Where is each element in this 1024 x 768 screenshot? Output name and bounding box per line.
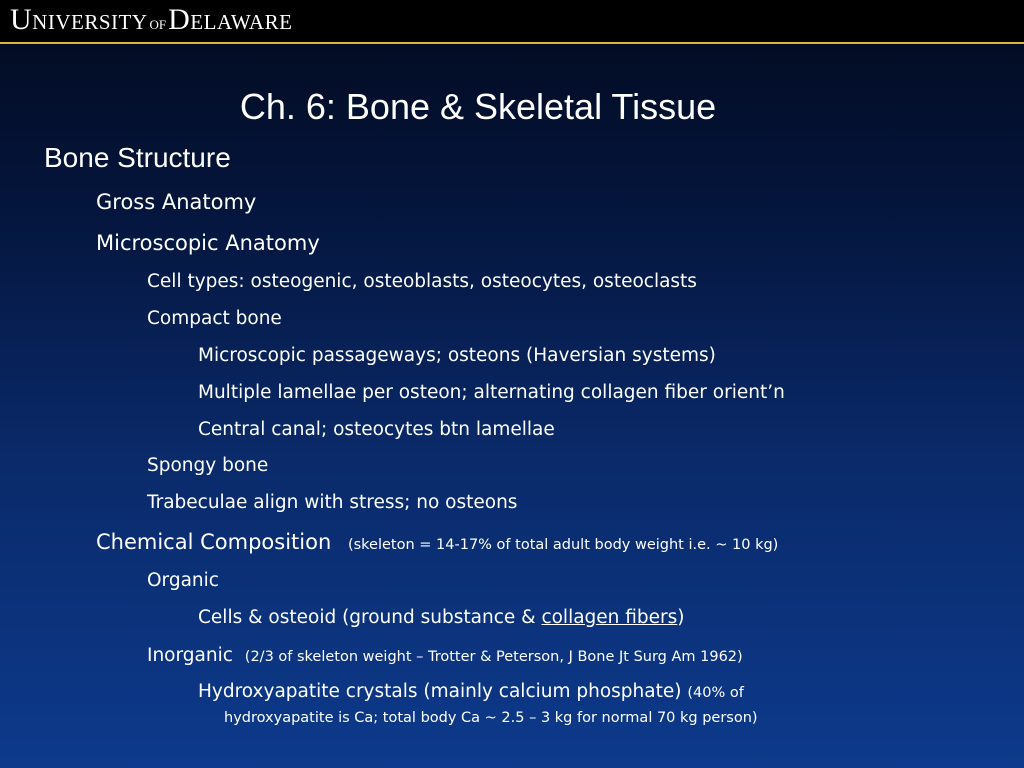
- item-cells-osteoid: Cells & osteoid (ground substance & collagen fibers): [198, 607, 685, 628]
- item-compact-bone: Compact bone: [147, 308, 282, 329]
- item-microscopic-anatomy: Microscopic Anatomy: [96, 231, 320, 255]
- item-central-canal: Central canal; osteocytes btn lamellae: [198, 419, 555, 440]
- item-passageways: Microscopic passageways; osteons (Haversian systems): [198, 345, 716, 366]
- item-chemical-composition: Chemical Composition (skeleton = 14-17% of total adult body weight i.e. ~ 10 kg): [96, 530, 779, 554]
- collagen-fibers-link[interactable]: collagen fibers: [541, 607, 678, 628]
- heading-bone-structure: Bone Structure: [44, 142, 231, 173]
- item-hydroxyapatite: Hydroxyapatite crystals (mainly calcium phosphate) (40% of: [198, 681, 744, 702]
- item-cell-types: Cell types: osteogenic, osteoblasts, osteocytes, osteoclasts: [147, 271, 697, 292]
- header-bar: [0, 0, 1024, 42]
- hydroxyapatite-note-2: hydroxyapatite is Ca; total body Ca ~ 2.5 – 3 kg for normal 70 kg person): [224, 710, 758, 726]
- slide-title: Ch. 6: Bone & Skeletal Tissue: [239, 86, 717, 127]
- item-trabeculae: Trabeculae align with stress; no osteons: [147, 492, 518, 513]
- item-lamellae: Multiple lamellae per osteon; alternating collagen fiber orient’n: [198, 382, 785, 403]
- inorganic-note: (2/3 of skeleton weight – Trotter & Peterson, J Bone Jt Surg Am 1962): [244, 649, 743, 665]
- hydroxyapatite-note-1: (40% of: [687, 685, 744, 701]
- item-inorganic: Inorganic (2/3 of skeleton weight – Trotter & Peterson, J Bone Jt Surg Am 1962): [147, 645, 743, 666]
- item-spongy-bone: Spongy bone: [147, 455, 269, 476]
- university-of-delaware-logo: UNIVERSITY OFDELAWARE: [10, 3, 293, 36]
- item-gross-anatomy: Gross Anatomy: [96, 190, 257, 214]
- gold-divider: [0, 42, 1024, 44]
- item-organic: Organic: [147, 570, 219, 591]
- chemical-composition-note: (skeleton = 14-17% of total adult body weight i.e. ~ 10 kg): [347, 537, 779, 553]
